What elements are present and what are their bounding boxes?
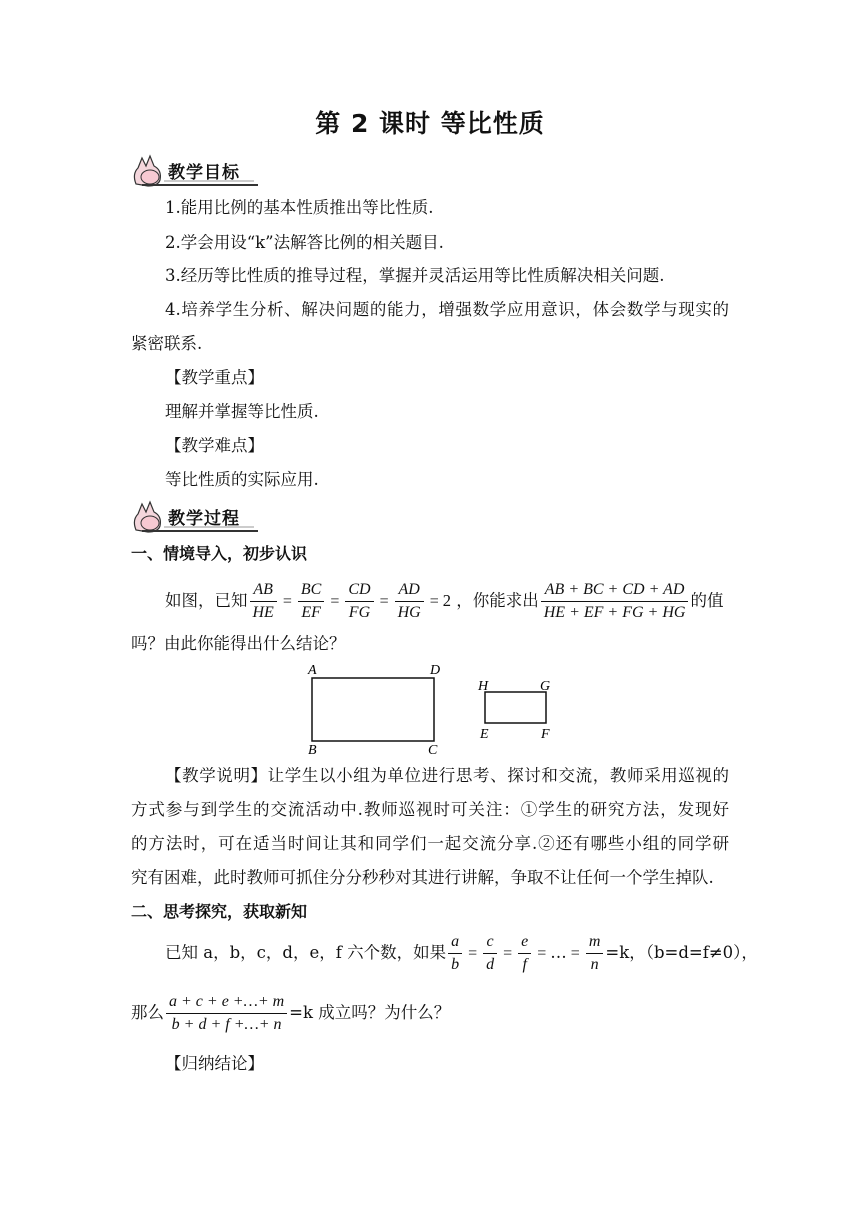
question-mid: ，你能求出 (456, 591, 539, 610)
fraction-a-b: $\frac{a}{b}$ (448, 931, 462, 976)
label-b: B (308, 743, 317, 758)
section1-question-line2: 吗？由此你能得出什么结论？ (131, 634, 346, 653)
dots: … (550, 943, 567, 962)
p2-prefix: 那么 (131, 1003, 164, 1022)
difficulty-text: 等比性质的实际应用. (165, 470, 319, 489)
goal-item-3: 3.经历等比性质的推导过程，掌握并灵活运用等比性质解决相关问题. (165, 266, 665, 285)
process-banner-label: 教学过程 (168, 509, 240, 529)
label-f: F (541, 727, 550, 742)
fraction-cd-fg: $\frac{CD}{FG}$ (345, 579, 373, 624)
teaching-note-line3: 的方法时，可在适当时间让其和同学们一起交流分享.②还有哪些小组的同学研 (131, 834, 729, 853)
label-g: G (540, 679, 551, 694)
section2-paragraph2 (131, 990, 450, 1036)
fraction-sum-ace-bdf: $\frac{a + c + e +\dots+ m}{b + d + f +\dots+ n}$ (166, 991, 287, 1036)
page-title: 第 2 课时 等比性质 (315, 109, 545, 138)
label-h: H (478, 679, 489, 694)
rectangle-abcd (312, 678, 434, 741)
key-point-heading: 【教学重点】 (165, 368, 264, 387)
label-e: E (480, 727, 489, 742)
fraction-bc-ef: $\frac{BC}{EF}$ (298, 579, 324, 624)
goals-banner (128, 154, 260, 188)
p1-tail: =k，（b=d=f≠0）， (605, 943, 758, 962)
fraction-e-f: $\frac{e}{f}$ (518, 931, 531, 976)
goal-item-2: 2.学会用设“k”法解答比例的相关题目. (165, 233, 444, 252)
section2-heading: 二、思考探究，获取新知 (131, 902, 308, 921)
goal-item-4-line1: 4.培养学生分析、解决问题的能力，增强数学应用意识，体会数学与现实的 (165, 300, 729, 319)
goals-banner-label: 教学目标 (168, 163, 240, 183)
difficulty-heading: 【教学难点】 (165, 436, 264, 455)
section1-question: 如图，已知 $\frac{AB}{HE}$ = $\frac{BC}{EF}$ = $\frac{CD}{FG}$ = $\frac{AD}{HG}$ = 2 ，你能求出 $\frac{AB + BC + CD + AD}{HE + EF + FG + HG}$ 的值 (165, 578, 723, 625)
question-prefix: 如图，已知 (165, 591, 248, 610)
rectangles-figure (300, 660, 600, 760)
label-c: C (428, 743, 438, 758)
teaching-note-line2: 方式参与到学生的交流活动中.教师巡视时可关注：①学生的研究方法，发现好 (131, 800, 729, 819)
rectangle-hgfe (485, 692, 546, 723)
fraction-ad-hg: $\frac{AD}{HG}$ (395, 579, 424, 624)
fraction-ab-he: $\frac{AB}{HE}$ (250, 579, 277, 624)
p2-suffix: =k 成立吗？为什么？ (289, 1003, 451, 1022)
key-point-text: 理解并掌握等比性质. (165, 402, 319, 421)
fraction-sum: $\frac{AB + BC + CD + AD}{HE + EF + FG + HG}$ (541, 579, 689, 624)
goal-item-4-line2: 紧密联系. (131, 334, 203, 353)
p1-prefix: 已知 a，b，c，d，e，f 六个数，如果 (165, 943, 447, 962)
fraction-c-d: $\frac{c}{d}$ (483, 931, 497, 976)
teaching-note-line4: 究有困难，此时教师可抓住分分秒秒对其进行讲解，争取不让任何一个学生掉队. (131, 868, 714, 887)
section1-heading: 一、情境导入，初步认识 (131, 544, 308, 563)
question-suffix: 的值 (690, 591, 724, 610)
conclusion-heading: 【归纳结论】 (165, 1054, 264, 1073)
fraction-m-n: $\frac{m}{n}$ (586, 931, 604, 976)
equation-rhs: 2 (442, 591, 451, 610)
label-a: A (308, 663, 317, 678)
process-banner (128, 500, 260, 534)
section2-paragraph1: 已知 a，b，c，d，e，f 六个数，如果 $\frac{a}{b}$ = $\frac{c}{d}$ = $\frac{e}{f}$ = … = $\frac{m}{n}$ =k，（b=d=f≠0）， (165, 930, 758, 977)
teaching-note-line1: 【教学说明】让学生以小组为单位进行思考、探讨和交流，教师采用巡视的 (165, 766, 729, 785)
goal-item-1: 1.能用比例的基本性质推出等比性质. (165, 198, 434, 217)
label-d: D (430, 663, 441, 678)
